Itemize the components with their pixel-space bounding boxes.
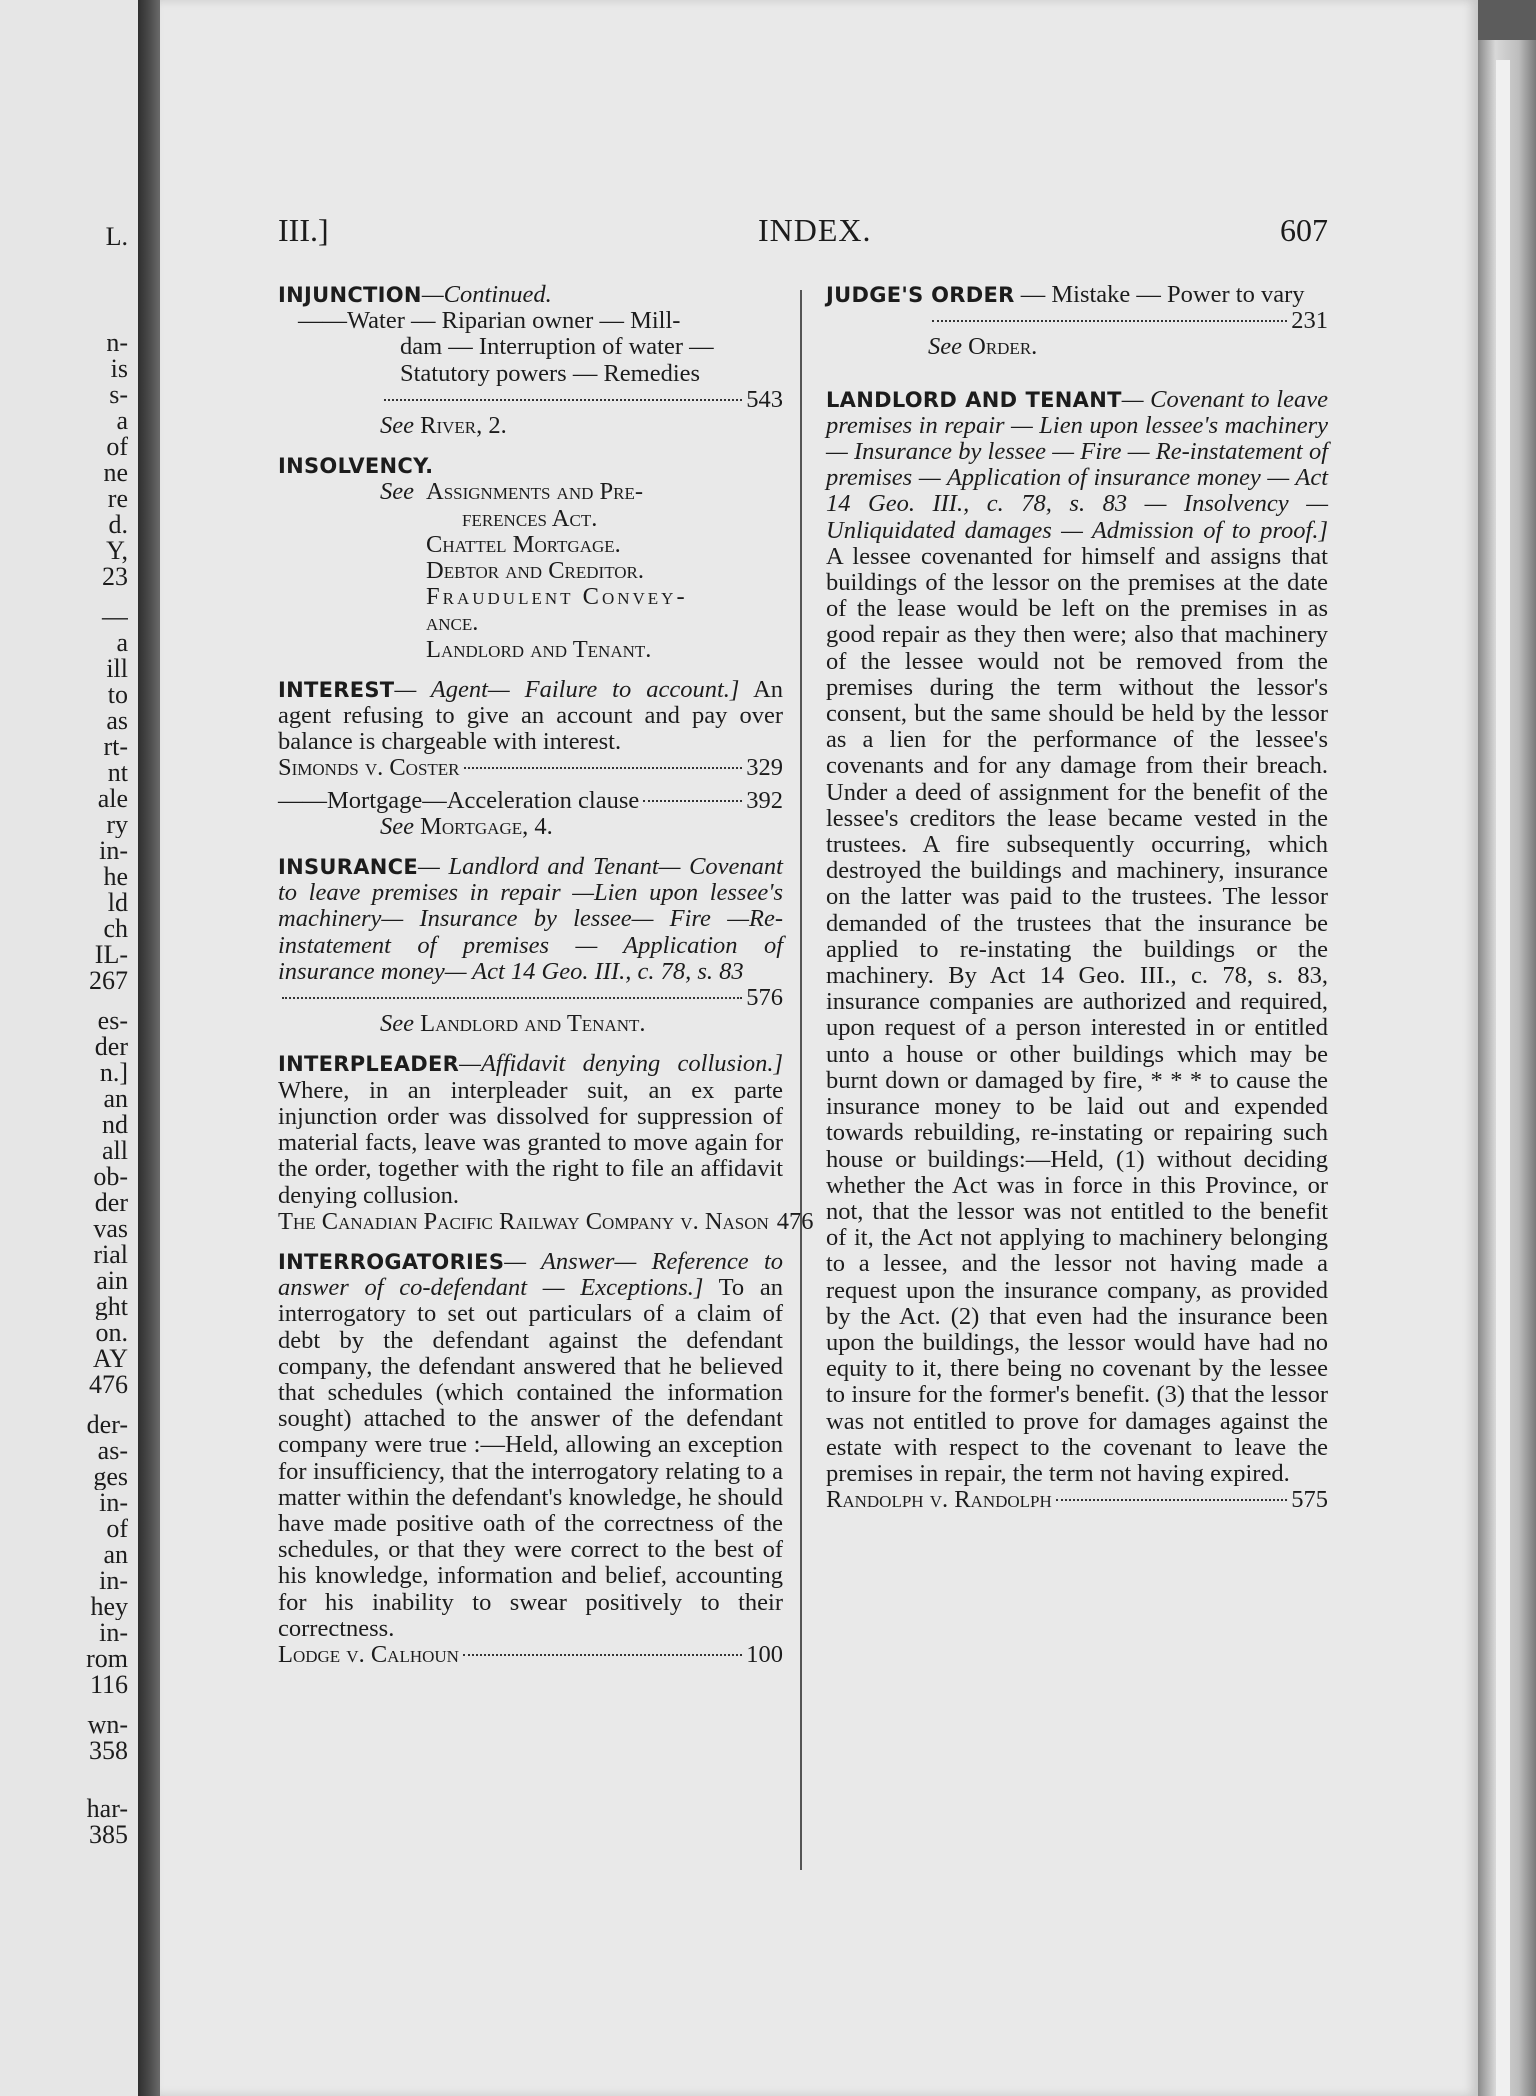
adjacent-page-text-fragment: in- — [99, 1568, 128, 1594]
adjacent-page-text-fragment: he — [103, 864, 128, 890]
page-ref: 576 — [746, 984, 783, 1012]
adjacent-page-text-fragment: as- — [97, 1438, 128, 1464]
entry-body: An agent refusing to give an account and pay over balance is chargeable with interest. — [278, 675, 784, 756]
adjacent-page-text-fragment: rom — [86, 1646, 128, 1672]
adjacent-page-text-fragment: as — [106, 708, 128, 734]
entry-judges-order — [826, 282, 1328, 361]
adjacent-page-text-fragment: ale — [97, 786, 128, 812]
adjacent-page-text-fragment: Y, — [106, 538, 128, 564]
adjacent-page-text-fragment: rial — [93, 1242, 128, 1268]
case-name: Simonds v. Coster — [278, 754, 460, 782]
page-ref: 543 — [746, 385, 783, 413]
cross-reference: Fraudulent Convey- — [426, 583, 688, 611]
entry-body: To an interrogatory to set out particulars of a claim of debt by the defendant against the defendant company, the defendant answered that he believed that schedules (which contained the information sought) attached to the answer of the defendant company were true :—Held, allowing an exception for insufficiency, that the interrogatory relating to a matter within the defendant's knowledge, he should have made positive oath of the correctness of the schedules, or that they were correct to the best of his knowledge, information and belief, accounting for his inability to swear positively to their correctness. — [278, 1274, 783, 1642]
adjacent-page-text-fragment: der — [94, 1034, 128, 1060]
adjacent-page-text-fragment: 267 — [89, 968, 128, 994]
adjacent-page-text-fragment: der- — [86, 1412, 128, 1438]
cross-reference: Landlord and Tenant. — [426, 635, 652, 663]
adjacent-page-fragment — [0, 0, 138, 2096]
entry-line: Statutory powers — Remedies — [400, 359, 701, 387]
adjacent-page-text-fragment: ch — [103, 916, 128, 942]
entry-interpleader — [278, 1050, 814, 1235]
adjacent-page-text-fragment: an — [103, 1542, 128, 1568]
see-label: See — [928, 333, 962, 361]
entry-insolvency — [278, 453, 783, 663]
adjacent-page-text-fragment: hey — [90, 1594, 128, 1620]
entry-body: A lessee covenanted for himself and assigns that buildings of the lessor on the premises at the date of the lease would be left on the premises in as good repair as they then were; also that machinery of the lessee would not be removed from the premises during the term without the lessor's consent, but the same should be held by the lessor as a lien for the performance of the lessee's covenants and for any damage from their breach. Under a deed of assignment for the benefit of the lessee's creditors the lease became vested in the trustees. A fire subsequently occurring, which destroyed the buildings and machinery, insurance on the latter was paid to the trustees. The lessor demanded of the trustees that the insurance be applied to re-instating the buildings or the machinery. By Act 14 Geo. III., c. 78, s. 83, insurance companies are authorized and required, upon request of a person interested in or entitled unto a house or other buildings which may be burnt down or damaged by fire, * * * to cause the insurance money to be laid out and expended towards rebuilding, re-instating or repairing such house or buildings:—Held, (1) without deciding whether the Act was in force in this Province, or not, that the lessor was not entitled to the benefit of it, the Act not applying to machinery belonging to a lessee, and the lessor not having made a request upon the insurance company, as provided by the Act. (2) that even had the insurance been upon the buildings, the lessor would have had no equity to it, there being no covenant by the lessee to insure for the former's benefit. (3) that the lessor was not entitled to prove for damages against the estate with respect to the covenant to leave the premises in repair, the term not having expired. — [826, 542, 1328, 1487]
adjacent-page-text-fragment: on. — [95, 1320, 128, 1346]
page-number: 607 — [1280, 212, 1328, 248]
entry-topic: — Agent— Failure to account.] — [394, 675, 740, 703]
column-divider — [800, 290, 802, 1870]
adjacent-page-text-fragment: all — [102, 1138, 128, 1164]
entry-continued: —Continued. — [421, 281, 552, 308]
page-ref: 575 — [1291, 1486, 1328, 1514]
dot-leader — [464, 767, 743, 769]
cross-reference: Landlord and Tenant. — [420, 1010, 646, 1038]
entry-topic: — Answer— Reference to answer of co-defendant — Exceptions.] — [278, 1247, 783, 1302]
see-label: See — [380, 478, 414, 506]
adjacent-page-text-fragment: rt- — [103, 734, 128, 760]
adjacent-page-text-fragment: 116 — [89, 1672, 128, 1698]
entry-interrogatories — [278, 1249, 783, 1668]
adjacent-page-text-fragment: ght — [94, 1294, 128, 1320]
adjacent-page-text-fragment: in- — [99, 1620, 128, 1646]
page-ref: 231 — [1291, 307, 1328, 335]
adjacent-page-text-fragment: 476 — [89, 1372, 128, 1398]
dot-leader — [643, 800, 742, 802]
dot-leader — [384, 399, 742, 401]
adjacent-page-text-fragment: an — [103, 1086, 128, 1112]
adjacent-page-text-fragment: 358 — [89, 1738, 128, 1764]
adjacent-page-text-fragment: in- — [99, 838, 128, 864]
page-ref: 329 — [746, 754, 783, 782]
case-name: Randolph v. Randolph — [826, 1486, 1052, 1514]
adjacent-page-text-fragment: 23 — [102, 564, 128, 590]
adjacent-page-text-fragment: in- — [99, 1490, 128, 1516]
cross-reference: Mortgage, 4. — [420, 812, 553, 840]
adjacent-page-text-fragment: ill — [106, 656, 128, 682]
adjacent-page-text-fragment: ob- — [93, 1164, 128, 1190]
adjacent-page-text-fragment: 385 — [89, 1822, 128, 1848]
adjacent-page-text-fragment: nd — [102, 1112, 128, 1138]
sub-entry: ——Mortgage—Acceleration clause — [278, 786, 640, 814]
dot-leader — [463, 1654, 742, 1656]
cross-reference: Assignments and Pre- — [426, 478, 644, 506]
entry-topic: —Affidavit denying collusion.] — [459, 1050, 783, 1078]
adjacent-page-text-fragment: ry — [106, 812, 128, 838]
page-ref: 100 — [746, 1640, 783, 1668]
adjacent-page-text-fragment: ld — [107, 890, 128, 916]
entry-heading: INTERPLEADER — [278, 1052, 460, 1077]
entry-topic: — Mistake — Power to vary — [1020, 281, 1305, 308]
entry-line: dam — Interruption of water — — [400, 333, 714, 361]
entry-body: Where, in an interpleader suit, an ex parte injunction order was dissolved for suppression of material facts, leave was granted to move again for the order, together with the right to file an affidavit denying collusion. — [278, 1076, 783, 1209]
adjacent-page-text-fragment: ges — [93, 1464, 128, 1490]
entry-heading: JUDGE'S ORDER — [826, 283, 1015, 307]
entry-line: ——Water — Riparian owner — Mill- — [298, 307, 681, 335]
dot-leader — [1056, 1499, 1287, 1501]
case-name: Lodge v. Calhoun — [278, 1640, 459, 1668]
entry-heading: INJUNCTION — [278, 283, 422, 307]
adjacent-page-text-fragment: L. — [105, 224, 128, 250]
adjacent-page-text-fragment: a — [116, 408, 128, 434]
adjacent-page-text-fragment: of — [106, 1516, 128, 1542]
adjacent-page-text-fragment: IL- — [94, 942, 128, 968]
adjacent-page-text-fragment: ne — [103, 460, 128, 486]
book-gutter — [138, 0, 160, 2096]
header-title: INDEX. — [758, 212, 872, 248]
adjacent-page-text-fragment: a — [116, 630, 128, 656]
book-page-edge-inner — [1496, 60, 1510, 2096]
entry-insurance — [278, 854, 783, 1037]
adjacent-page-text-fragment: — — [102, 604, 128, 630]
entry-topic: — Covenant to leave premises in repair — Lien upon lessee's machinery — Insurance by lessee — Fire — Re-instatement of premises — Application of insurance money — Act 14 Geo. III., c. 78, s. 83 — Insolvency — Unliquidated damages — Admission of to proof.] — [826, 385, 1328, 544]
page-ref: 476 — [776, 1207, 814, 1235]
running-header — [278, 212, 1328, 252]
cross-reference: ance. — [426, 609, 479, 637]
index-column-right — [826, 282, 1328, 1527]
adjacent-page-text-fragment: nt — [107, 760, 128, 786]
header-section: III.] — [278, 212, 329, 248]
entry-heading: INTERROGATORIES — [278, 1249, 505, 1274]
cross-reference: Debtor and Creditor. — [426, 557, 645, 585]
page-ref: 392 — [746, 786, 783, 814]
dot-leader — [282, 997, 742, 999]
adjacent-page-text-fragment: s- — [109, 382, 128, 408]
entry-heading: INSOLVENCY. — [278, 454, 434, 479]
entry-heading: INTEREST — [278, 677, 395, 702]
case-name: The Canadian Pacific Railway Company v. Nason — [278, 1207, 769, 1235]
see-label: See — [380, 1010, 414, 1038]
adjacent-page-text-fragment: is — [110, 356, 128, 382]
entry-injunction — [278, 282, 783, 439]
adjacent-page-text-fragment: to — [107, 682, 128, 708]
entry-topic: — Landlord and Tenant— Covenant to leave premises in repair —Lien upon lessee's machinery— Insurance by lessee— Fire —Re-instatement of premises — Application of insurance money— Act 14 Geo. III., c. 78, s. 83 — [278, 853, 783, 985]
adjacent-page-text-fragment: vas — [93, 1216, 128, 1242]
adjacent-page-text-fragment: wn- — [87, 1712, 128, 1738]
adjacent-page-text-fragment: har- — [86, 1796, 128, 1822]
index-column-left — [278, 281, 814, 1682]
see-label: See — [380, 812, 414, 840]
adjacent-page-text-fragment: der — [94, 1190, 128, 1216]
adjacent-page-text-fragment: n- — [106, 330, 128, 356]
cross-reference: River, 2. — [420, 412, 507, 440]
dot-leader — [932, 320, 1287, 322]
cross-reference: Chattel Mortgage. — [426, 530, 621, 558]
adjacent-page-text-fragment: re — [107, 486, 128, 512]
entry-heading: LANDLORD AND TENANT — [826, 387, 1122, 412]
entry-heading: INSURANCE — [278, 855, 419, 880]
cross-reference: Order. — [968, 333, 1038, 361]
adjacent-page-text-fragment: es- — [97, 1008, 128, 1034]
cross-reference: ferences Act. — [462, 504, 598, 532]
adjacent-page-text-fragment: ain — [96, 1268, 128, 1294]
entry-landlord-and-tenant — [826, 387, 1328, 1514]
entry-interest — [278, 677, 783, 840]
adjacent-page-text-fragment: AY — [92, 1346, 128, 1372]
adjacent-page-text-fragment: n.] — [99, 1060, 128, 1086]
adjacent-page-text-fragment: d. — [108, 512, 128, 538]
adjacent-page-text-fragment: of — [106, 434, 128, 460]
see-label: See — [380, 412, 414, 440]
